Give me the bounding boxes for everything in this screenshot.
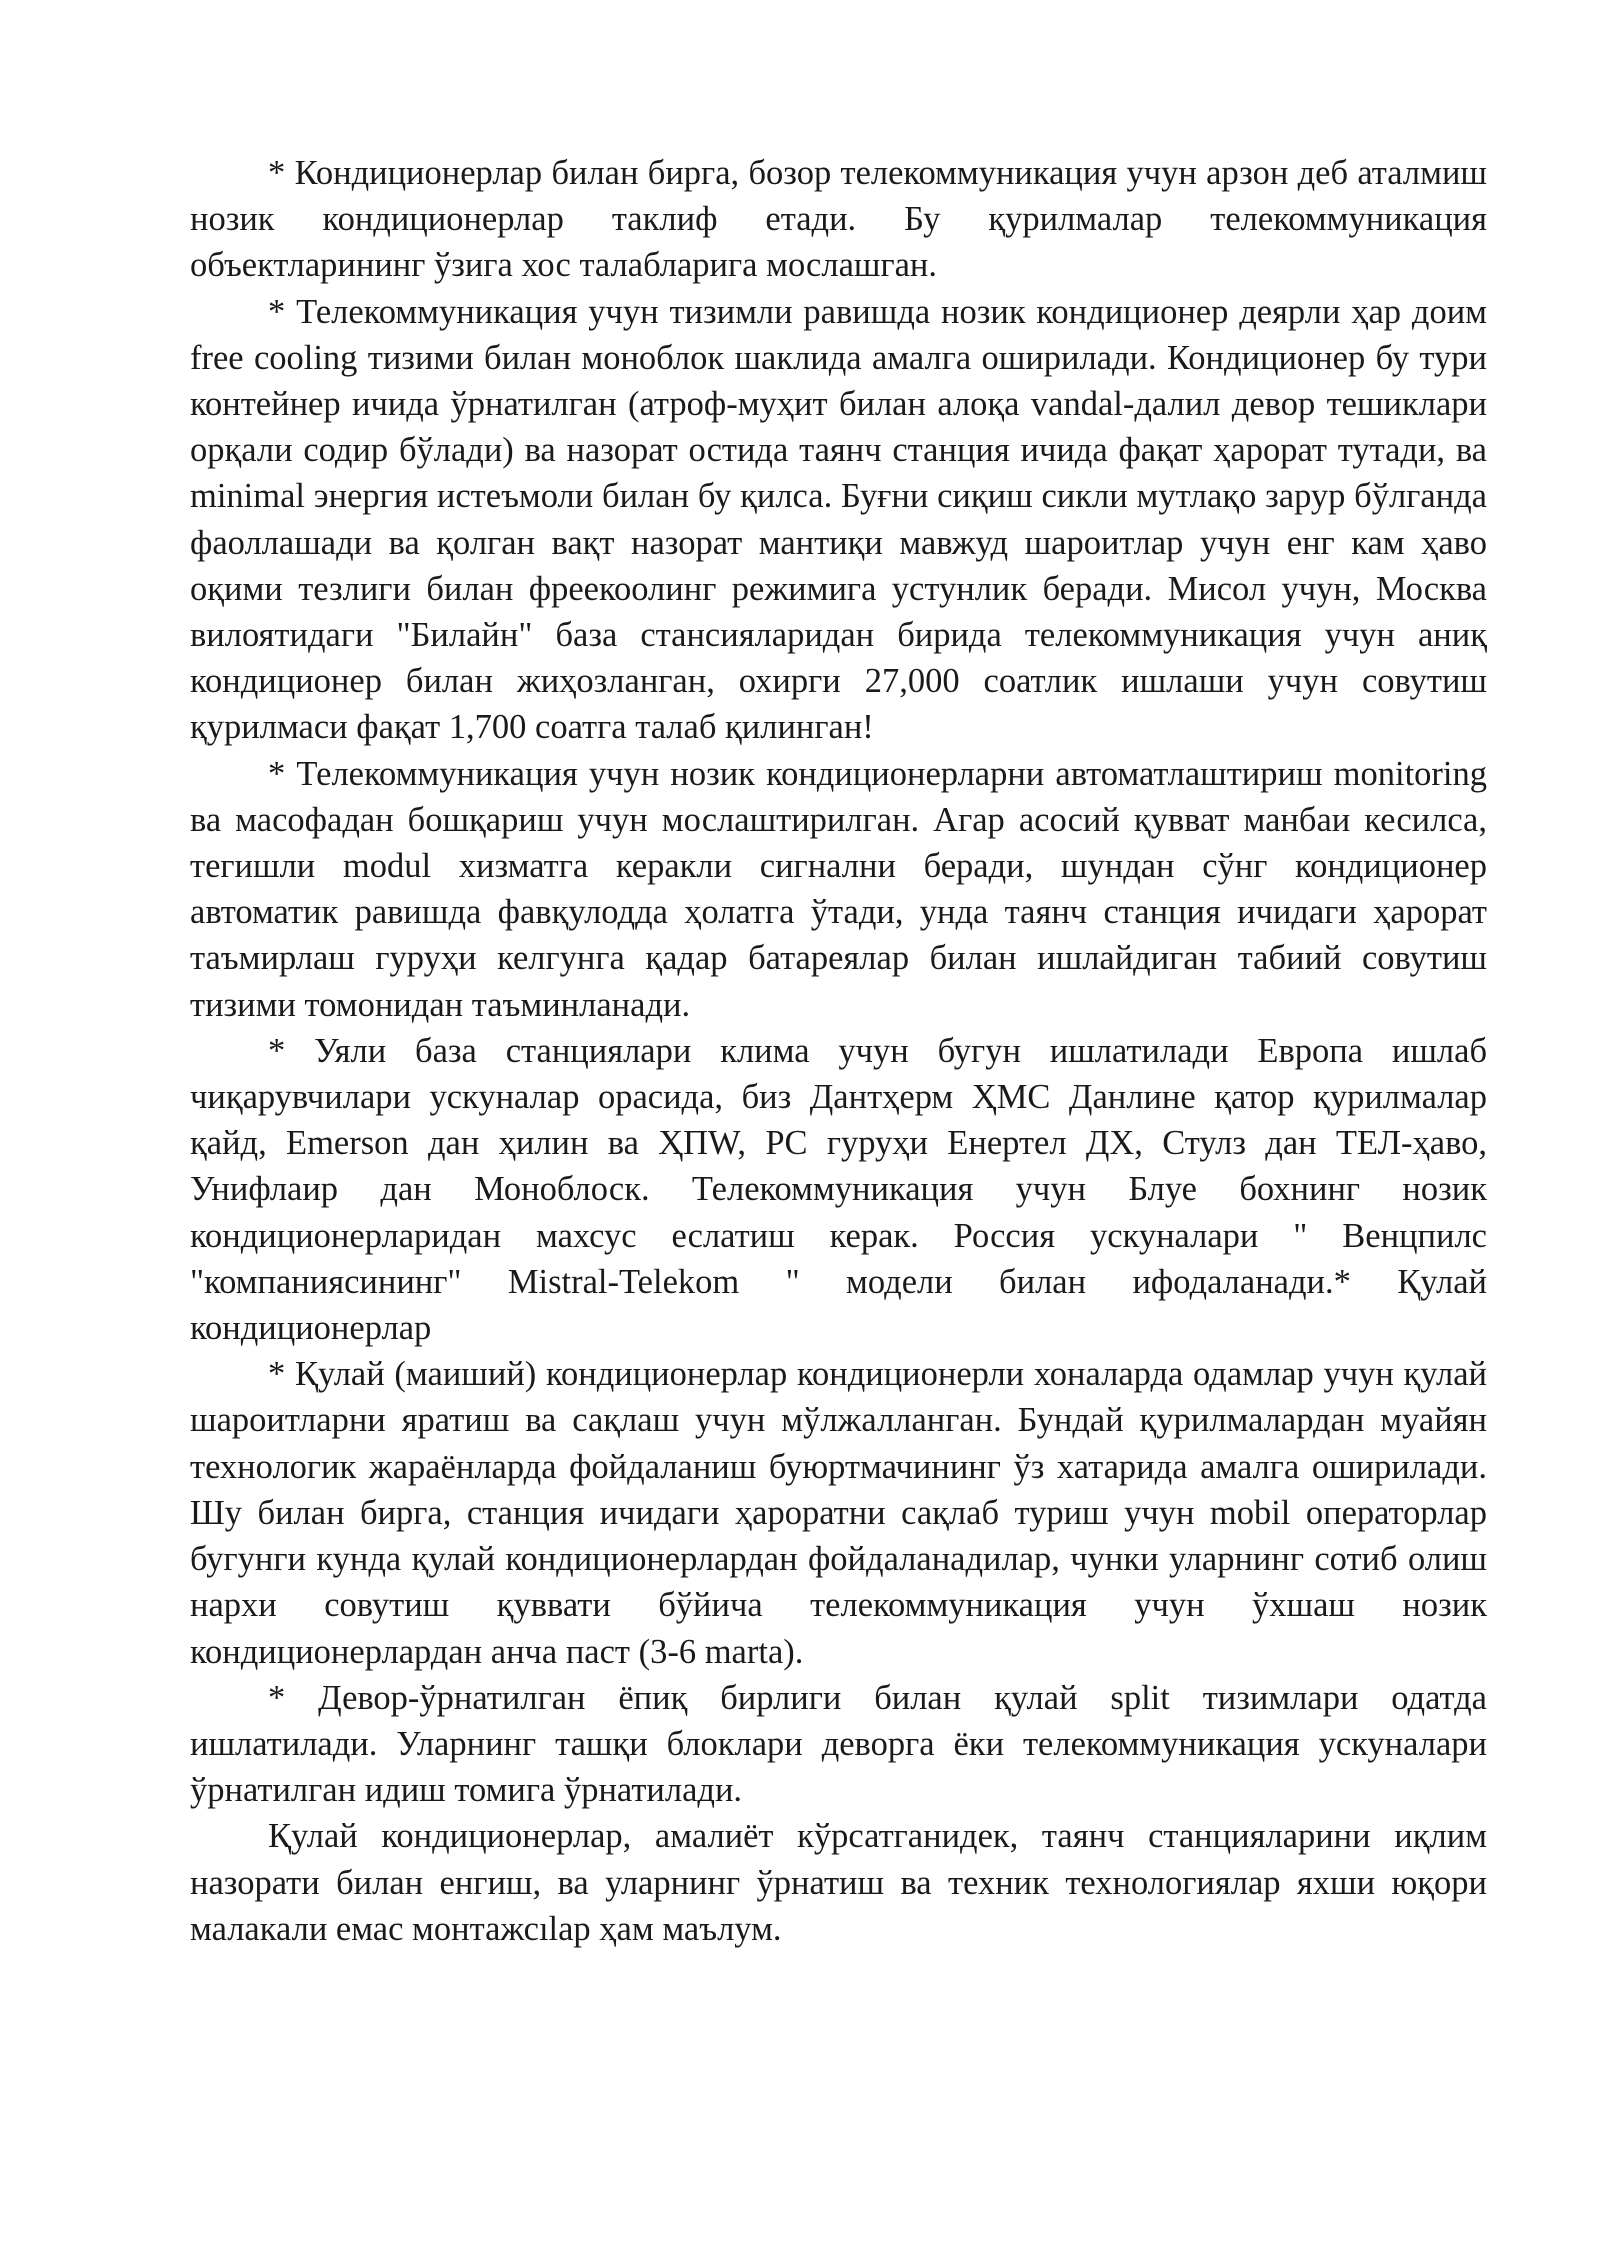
paragraph-conclusion: Қулай кондиционерлар, амалиёт кўрсатганидек, таянч станцияларини иқлим назорати билан енгиш, ва уларнинг ўрнатиш ва техник технологиялар яхши юқори малакали емас монтажсılар ҳам маълум. — [190, 1817, 1487, 1948]
paragraph-fine-air-conditioners-intro: * Кондиционерлар билан бирга, бозор телекоммуникация учун арзон деб аталмиш нозик кондиционерлар таклиф етади. Бу қурилмалар телекоммуникация объектларининг ўзига хос талабларига мослашган. — [190, 154, 1487, 285]
paragraph-european-manufacturers: * Уяли база станциялари клима учун бугун ишлатилади Европа ишлаб чиқарувчилари ускуналар орасида, биз Дантҳерм ҲМС Данлине қатор қурилмалар қайд, Emerson дан ҳилин ва ҲПW, PC гуруҳи Енертел ДХ, Стулз дан ТЕЛ-ҳаво, Унифлаир дан Моноблоск. Телекоммуникация учун Блуе бохнинг нозик кондиционерларидан махсус еслатиш керак. Россия ускуналари " Венцпилс "компаниясининг" Mistral-Telekom " модели билан ифодаланади.* Қулай кондиционерлар — [190, 1031, 1487, 1348]
paragraph-split-systems: * Девор-ўрнатилган ёпиқ бирлиги билан қулай split тизимлари одатда ишлатилади. Уларнинг ташқи блоклари деворга ёки телекоммуникация ускуналари ўрнатилган идиш томига ўрнатилади. — [190, 1678, 1487, 1810]
paragraph-automation-monitoring: * Телекоммуникация учун нозик кондиционерларни автоматлаштириш monitoring ва масофадан бошқариш учун мослаштирилган. Агар асосий қувват манбаи кесилса, тегишли modul хизматга керакли сигнални беради, шундан сўнг кондиционер автоматик равишда фавқулодда ҳолатга ўтади, унда таянч станция ичидаги ҳарорат таъмирлаш гуруҳи келгунга қадар батареялар билан ишлайдиган табиий совутиш тизими томонидан таъминланади. — [190, 754, 1487, 1024]
paragraph-monoblock-free-cooling: * Телекоммуникация учун тизимли равишда нозик кондиционер деярли ҳар доим free cooling тизими билан моноблок шаклида амалга оширилади. Кондиционер бу тури контейнер ичида ўрнатилган (атроф-муҳит билан алоқа vandal-далил девор тешиклари орқали содир бўлади) ва назорат остида таянч станция ичида фақат ҳарорат тутади, ва minimal энергия истеъмоли билан бу қилса. Буғни сиқиш сикли мутлақо зарур бўлганда фаоллашади ва қолган вақт назорат мантиқи мавжуд шароитлар учун енг кам ҳаво оқими тезлиги билан фреекоолинг режимига устунлик беради. Мисол учун, Москва вилоятидаги "Билайн" база стансияларидан бирида телекоммуникация учун аниқ кондиционер билан жиҳозланган, охирги 27,000 соатлик ишлаши учун совутиш қурилмаси фақат 1,700 соатга талаб қилинган! — [190, 292, 1487, 747]
document-body — [190, 150, 1487, 1952]
paragraph-comfort-air-conditioners: * Қулай (маиший) кондиционерлар кондиционерли хоналарда одамлар учун қулай шароитларни яратиш ва сақлаш учун мўлжалланган. Бундай қурилмалардан муайян технологик жараёнларда фойдаланиш буюртмачининг ўз хатарида амалга оширилади. Шу билан бирга, станция ичидаги ҳароратни сақлаб туриш учун mobil операторлар бугунги кунда қулай кондиционерлардан фойдаланадилар, чунки уларнинг сотиб олиш нархи совутиш қуввати бўйича телекоммуникация учун ўхшаш нозик кондиционерлардан анча паст (3-6 marta). — [190, 1355, 1487, 1671]
